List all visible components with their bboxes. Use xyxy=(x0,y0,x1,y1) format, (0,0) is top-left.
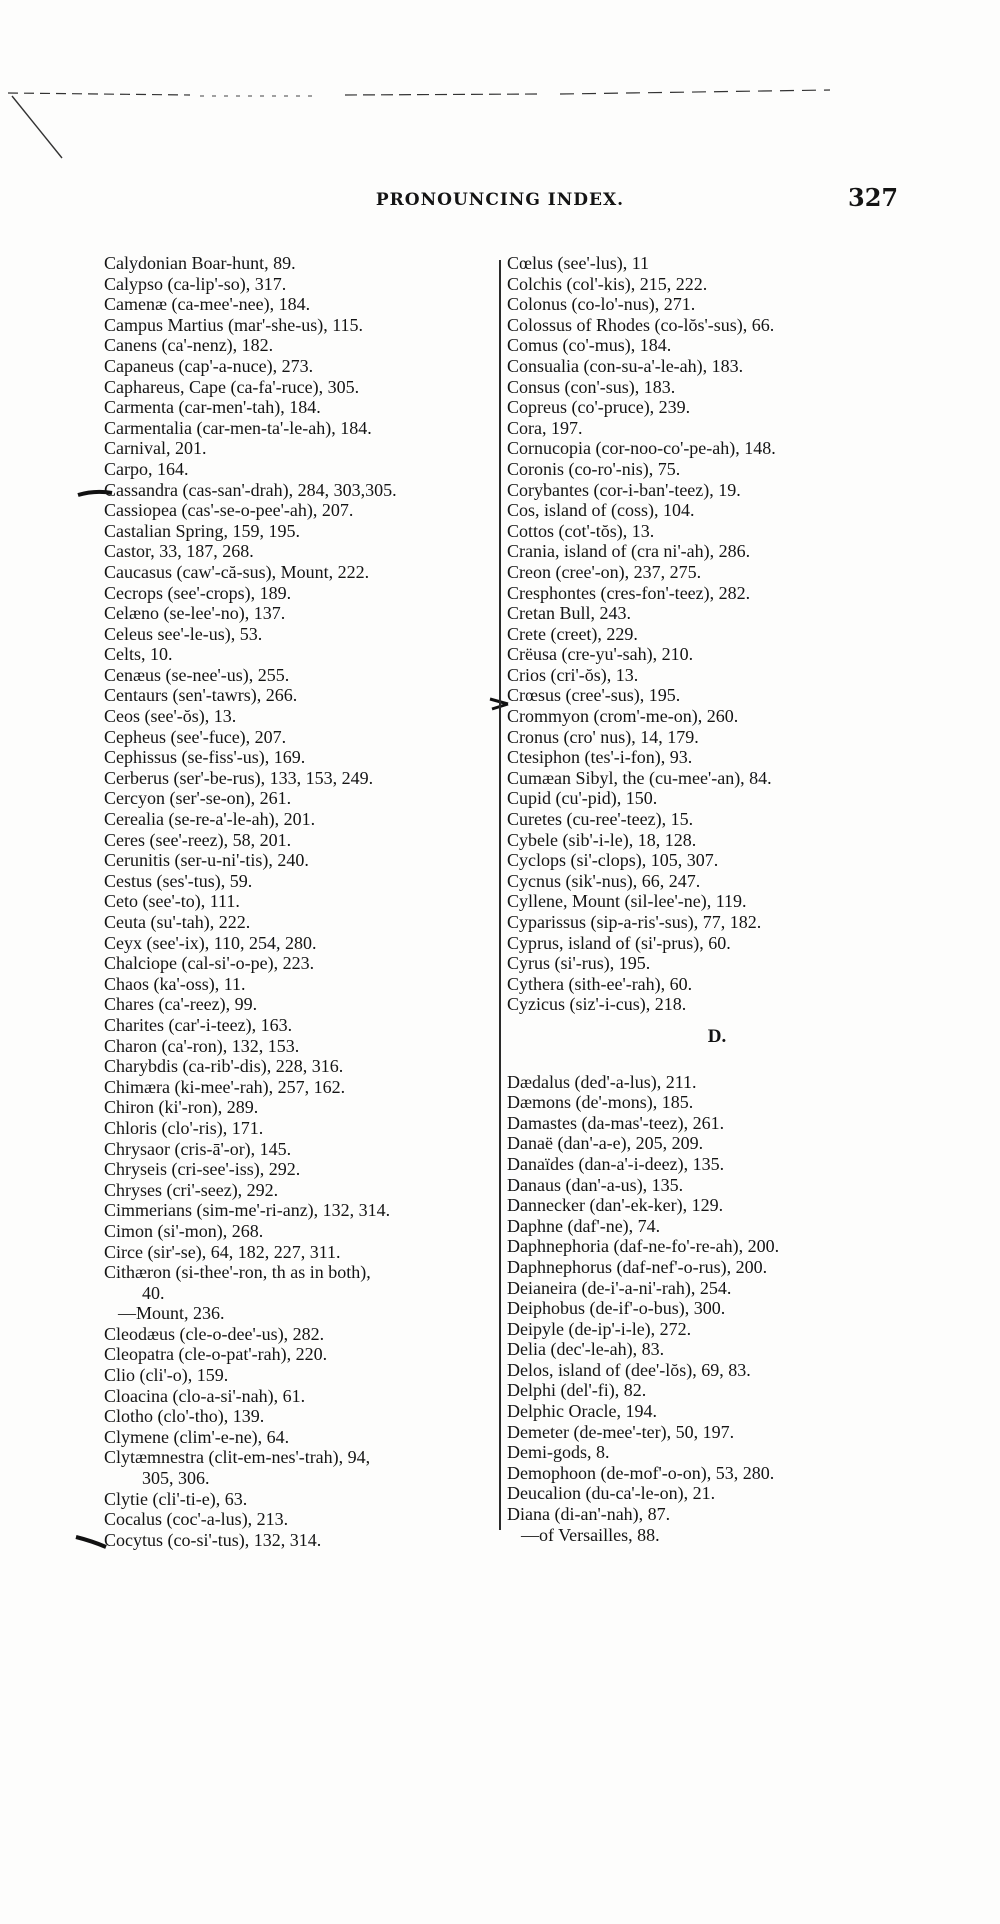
index-entry: Chryses (cri'-seez), 292. xyxy=(104,1179,279,1200)
index-entry: Copreus (co'-pruce), 239. xyxy=(507,397,691,418)
index-entry: Caucasus (caw'-că-sus), Mount, 222. xyxy=(104,561,370,582)
index-entry: Cyzicus (siz'-i-cus), 218. xyxy=(507,994,687,1015)
index-entry: Demeter (de-mee'-ter), 50, 197. xyxy=(507,1421,735,1442)
index-column-left xyxy=(104,253,499,1550)
index-entry: Cocalus (coc'-a-lus), 213. xyxy=(104,1509,289,1530)
index-entry: Carnival, 201. xyxy=(104,438,207,459)
index-entry: Danaïdes (dan-a'-i-deez), 135. xyxy=(507,1153,725,1174)
index-entry: Centaurs (sen'-tawrs), 266. xyxy=(104,685,298,706)
index-entry: Clio (cli'-o), 159. xyxy=(104,1365,229,1386)
index-entry: Cos, island of (coss), 104. xyxy=(507,500,695,521)
index-entry: Delphic Oracle, 194. xyxy=(507,1401,657,1422)
index-entry: Ceres (see'-reez), 58, 201. xyxy=(104,829,292,850)
index-entry: Carpo, 164. xyxy=(104,458,189,479)
index-entry: Consus (con'-sus), 183. xyxy=(507,376,676,397)
index-entry: Caphareus, Cape (ca-fa'-ruce), 305. xyxy=(104,376,360,397)
index-entry: Dædalus (ded'-a-lus), 211. xyxy=(507,1071,697,1092)
index-entry: Charybdis (ca-rib'-dis), 228, 316. xyxy=(104,1056,344,1077)
index-entry: Celeus see'-le-us), 53. xyxy=(104,623,263,644)
index-entry: Crommyon (crom'-me-on), 260. xyxy=(507,706,739,727)
index-entry: Cloacina (clo-a-si'-nah), 61. xyxy=(104,1385,306,1406)
index-entry: Crete (creet), 229. xyxy=(507,623,638,644)
index-entry: Cupid (cu'-pid), 150. xyxy=(507,788,658,809)
index-entry: Delia (dec'-le-ah), 83. xyxy=(507,1339,665,1360)
index-entry: Cottos (cot'-tŏs), 13. xyxy=(507,520,655,541)
scan-line-top-4 xyxy=(560,90,830,94)
index-entry: Cresphontes (cres-fon'-teez), 282. xyxy=(507,582,751,603)
index-entry: Diana (di-an'-nah), 87. xyxy=(507,1504,671,1525)
index-entry: Cora, 197. xyxy=(507,417,583,438)
index-entry: Campus Martius (mar'-she-us), 115. xyxy=(104,314,364,335)
index-entry: Cythera (sith-ee'-rah), 60. xyxy=(507,973,693,994)
index-entry: Cimmerians (sim-me'-ri-anz), 132, 314. xyxy=(104,1200,391,1221)
index-entry: Dannecker (dan'-ek-ker), 129. xyxy=(507,1195,724,1216)
index-entry: Cœlus (see'-lus), 11 xyxy=(507,253,650,273)
index-entry: Celts, 10. xyxy=(104,644,173,665)
index-entry: Creon (cree'-on), 237, 275. xyxy=(507,561,702,582)
index-entry: Cumæan Sibyl, the (cu-mee'-an), 84. xyxy=(507,767,772,788)
index-entry: Corybantes (cor-i-ban'-teez), 19. xyxy=(507,479,741,500)
index-entry: Circe (sir'-se), 64, 182, 227, 311. xyxy=(104,1241,341,1262)
section-letter-d: D. xyxy=(707,1025,727,1047)
index-entry: Dæmons (de'-mons), 185. xyxy=(507,1092,694,1113)
index-entry: Charites (car'-i-teez), 163. xyxy=(104,1014,293,1035)
index-entry: Ceuta (su'-tah), 222. xyxy=(104,912,251,932)
index-entry: Capaneus (cap'-a-nuce), 273. xyxy=(104,355,314,376)
index-entry: Cenæus (se-nee'-us), 255. xyxy=(104,664,290,685)
scan-line-top-3 xyxy=(345,94,540,95)
index-entry: Cecrops (see'-crops), 189. xyxy=(104,582,292,603)
index-entry: Crania, island of (cra ni'-ah), 286. xyxy=(507,541,751,562)
index-entry: Cassandra (cas-san'-drah), 284, 303,305. xyxy=(104,479,397,500)
index-entry: Coronis (co-ro'-nis), 75. xyxy=(507,458,681,479)
index-entry: Delphi (del'-fi), 82. xyxy=(507,1380,647,1401)
index-entry: Castor, 33, 187, 268. xyxy=(104,541,254,562)
index-entry: Damastes (da-mas'-teez), 261. xyxy=(507,1112,725,1133)
index-entry: Deiphobus (de-if'-o-bus), 300. xyxy=(507,1298,726,1319)
index-entry: Ceto (see'-to), 111. xyxy=(104,891,240,912)
index-entry: Chaos (ka'-oss), 11. xyxy=(104,973,246,994)
running-header: PRONOUNCING INDEX. xyxy=(375,190,625,210)
index-entry: Cornucopia (cor-noo-co'-pe-ah), 148. xyxy=(507,438,776,459)
index-entry: Cyparissus (sip-a-ris'-sus), 77, 182. xyxy=(507,912,762,932)
index-entry: Deipyle (de-ip'-i-le), 272. xyxy=(507,1318,692,1339)
index-entry: Crëusa (cre-yu'-sah), 210. xyxy=(507,644,694,665)
index-entry: Cithæron (si-thee'-ron, th as in both), xyxy=(104,1262,371,1283)
index-entry: Curetes (cu-ree'-teez), 15. xyxy=(507,809,694,830)
index-entry: Crios (cri'-ŏs), 13. xyxy=(507,664,639,685)
pen-mark-clytie xyxy=(76,1537,106,1547)
scan-diagonal-mark xyxy=(12,96,62,158)
index-entry: Chalciope (cal-si'-o-pe), 223. xyxy=(104,953,315,974)
index-entry: Ctesiphon (tes'-i-fon), 93. xyxy=(507,747,693,768)
index-entry: Calypso (ca-lip'-so), 317. xyxy=(104,273,287,294)
index-entry: Clotho (clo'-tho), 139. xyxy=(104,1406,265,1427)
index-entry: Canens (ca'-nenz), 182. xyxy=(104,335,274,356)
index-entry: Cyrus (si'-rus), 195. xyxy=(507,953,651,974)
page-number: 327 xyxy=(848,183,899,212)
index-entry: Cyclops (si'-clops), 105, 307. xyxy=(507,850,719,871)
index-entry: Cerealia (se-re-a'-le-ah), 201. xyxy=(104,809,316,830)
index-entry: Cycnus (sik'-nus), 66, 247. xyxy=(507,870,701,891)
index-entry: Deucalion (du-ca'-le-on), 21. xyxy=(507,1483,716,1504)
index-entry: Demophoon (de-mof'-o-on), 53, 280. xyxy=(507,1462,775,1483)
index-entry: Clymene (clim'-e-ne), 64. xyxy=(104,1426,290,1447)
index-entry: Cyllene, Mount (sil-lee'-ne), 119. xyxy=(507,891,747,912)
index-entry: Ceyx (see'-ix), 110, 254, 280. xyxy=(104,932,317,953)
index-entry: Chloris (clo'-ris), 171. xyxy=(104,1117,264,1138)
index-entry: Comus (co'-mus), 184. xyxy=(507,335,672,356)
scan-line-top xyxy=(8,93,190,95)
index-entry: Chares (ca'-reez), 99. xyxy=(104,994,258,1015)
index-entry: Cleodæus (cle-o-dee'-us), 282. xyxy=(104,1323,325,1344)
index-entry: Daphnephoria (daf-ne-fo'-re-ah), 200. xyxy=(507,1236,780,1257)
index-entry: Cocytus (co-si'-tus), 132, 314. xyxy=(104,1529,322,1550)
index-entry: Chimæra (ki-mee'-rah), 257, 162. xyxy=(104,1076,346,1097)
index-subentry: —Mount, 236. xyxy=(118,1303,225,1324)
index-entry: Cerunitis (ser-u-ni'-tis), 240. xyxy=(104,850,309,871)
index-entry: Cybele (sib'-i-le), 18, 128. xyxy=(507,829,697,850)
index-entry: Crœsus (cree'-sus), 195. xyxy=(507,685,681,706)
index-entry: Camenæ (ca-mee'-nee), 184. xyxy=(104,294,311,315)
index-entry: Celæno (se-lee'-no), 137. xyxy=(104,603,286,624)
index-entry: Cleopatra (cle-o-pat'-rah), 220. xyxy=(104,1344,328,1365)
index-entry: Ceos (see'-ŏs), 13. xyxy=(104,706,237,727)
index-entry: Danaus (dan'-a-us), 135. xyxy=(507,1174,684,1195)
index-entry: Delos, island of (dee'-lŏs), 69, 83. xyxy=(507,1359,751,1380)
index-entry: Daphnephorus (daf-nef'-o-rus), 200. xyxy=(507,1256,768,1277)
index-entry: Deianeira (de-i'-a-ni'-rah), 254. xyxy=(507,1277,732,1298)
index-entry: Carmenta (car-men'-tah), 184. xyxy=(104,397,321,418)
index-entry: Cretan Bull, 243. xyxy=(507,603,631,624)
index-entry: Cephissus (se-fiss'-us), 169. xyxy=(104,747,306,768)
index-entry: Clytæmnestra (clit-em-nes'-trah), 94, xyxy=(104,1447,371,1468)
index-entry: Calydonian Boar-hunt, 89. xyxy=(104,253,296,273)
index-entry: Cerberus (ser'-be-rus), 133, 153, 249. xyxy=(104,767,374,788)
index-entry: Castalian Spring, 159, 195. xyxy=(104,520,300,541)
index-subentry: —of Versailles, 88. xyxy=(521,1524,660,1545)
index-entry: Demi-gods, 8. xyxy=(507,1442,610,1463)
index-entry: Charon (ca'-ron), 132, 153. xyxy=(104,1035,300,1056)
index-entry: Consualia (con-su-a'-le-ah), 183. xyxy=(507,355,744,376)
index-entry: Colchis (col'-kis), 215, 222. xyxy=(507,273,708,294)
index-entry: Cercyon (ser'-se-on), 261. xyxy=(104,788,292,809)
index-entry: Cyprus, island of (si'-prus), 60. xyxy=(507,932,731,953)
index-entry: Clytie (cli'-ti-e), 63. xyxy=(104,1488,248,1509)
column-rule xyxy=(499,260,501,1530)
index-entry: Chiron (ki'-ron), 289. xyxy=(104,1097,259,1118)
index-entry: Carmentalia (car-men-ta'-le-ah), 184. xyxy=(104,417,372,438)
index-column-right xyxy=(507,253,927,1545)
index-entry: Cronus (cro' nus), 14, 179. xyxy=(507,726,699,747)
index-entry: Cestus (ses'-tus), 59. xyxy=(104,870,253,891)
index-entry: Colossus of Rhodes (co-lŏs'-sus), 66. xyxy=(507,314,775,335)
index-entry: Chrysaor (cris-ā'-or), 145. xyxy=(104,1138,292,1159)
index-entry: Daphne (daf'-ne), 74. xyxy=(507,1215,661,1236)
index-entry-continuation: 305, 306. xyxy=(142,1468,210,1489)
index-entry-continuation: 40. xyxy=(142,1282,165,1303)
index-entry: Cassiopea (cas'-se-o-pee'-ah), 207. xyxy=(104,500,354,521)
index-entry: Chryseis (cri-see'-iss), 292. xyxy=(104,1159,301,1180)
index-entry: Cimon (si'-mon), 268. xyxy=(104,1220,264,1241)
index-entry: Danaë (dan'-a-e), 205, 209. xyxy=(507,1133,704,1154)
index-entry: Colonus (co-lo'-nus), 271. xyxy=(507,294,696,315)
index-entry: Cepheus (see'-fuce), 207. xyxy=(104,726,287,747)
